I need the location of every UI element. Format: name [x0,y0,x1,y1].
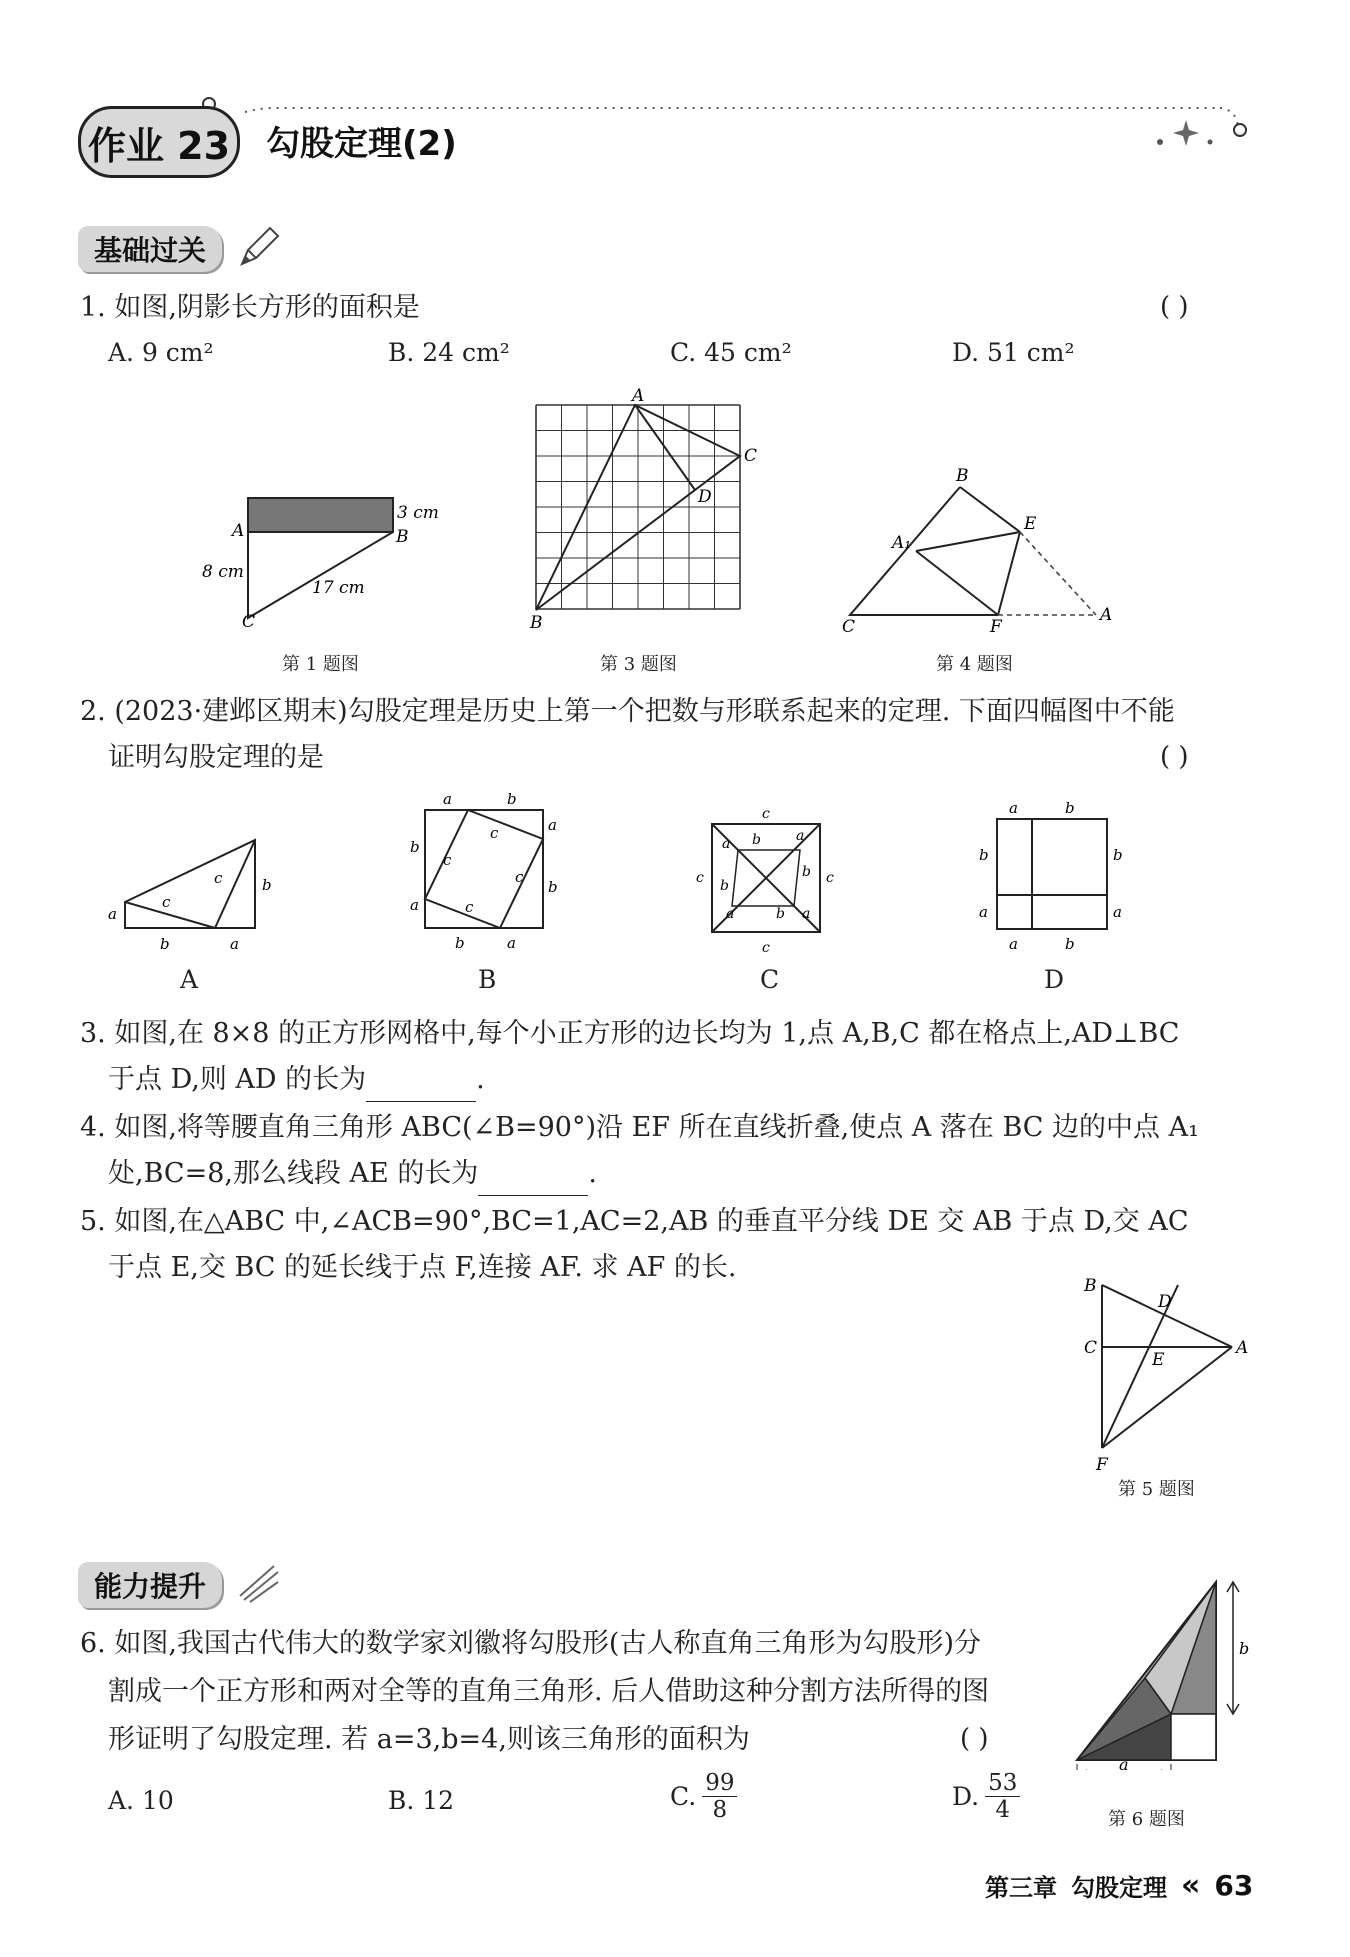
svg-text:b: b [548,878,558,896]
fig6-label-b: b [1239,1639,1250,1658]
q3-end: . [476,1064,485,1095]
fig1-caption: 第 1 题图 [282,654,359,675]
footer-topic: 勾股定理 [1071,1874,1167,1902]
q3-line2-wrap [108,1058,485,1102]
svg-text:c: c [162,893,171,911]
section-basic-label: 基础过关 [94,234,207,267]
q2-figure-a [100,825,280,955]
svg-text:a: a [726,906,735,922]
fig5-caption: 第 5 题图 [1118,1479,1195,1500]
fig3-label-c: C [744,446,758,466]
svg-text:c: c [762,806,770,822]
q5-line1: 5. 如图,在△ABC 中,∠ACB=90°,BC=1,AC=2,AB 的垂直平分线 DE 交 AB 于点 D,交 AC [80,1206,1189,1237]
figure-6 [1065,1570,1265,1770]
svg-text:c: c [762,940,770,956]
fig1-label-b: B [396,527,409,547]
q6-option-b[interactable]: B. 12 [388,1786,455,1815]
q2-option-d[interactable]: D [1044,965,1065,994]
svg-text:b: b [410,838,420,856]
svg-text:a: a [1009,799,1018,817]
svg-text:b: b [1065,799,1075,817]
q2-figure-d [975,795,1145,960]
q2-figure-c [690,800,870,960]
q6-line1: 6. 如图,我国古代伟大的数学家刘徽将勾股形(古人称直角三角形为勾股形)分 [80,1628,981,1659]
q6-option-a[interactable]: A. 10 [108,1786,174,1815]
fig4-label-e: E [1024,514,1037,534]
fig1-label-a: A [232,521,245,541]
fig4-caption: 第 4 题图 [936,654,1013,675]
q4-end: . [588,1158,597,1189]
pencil-icon [236,224,282,270]
q4-line2: 处,BC=8,那么线段 AE 的长为 [108,1158,479,1189]
fig5-label-e: E [1152,1350,1165,1370]
figure-5 [1070,1265,1260,1475]
section-basic [78,226,222,272]
q1-option-c[interactable]: C. 45 cm² [670,338,792,367]
fig1-label-17cm: 17 cm [312,578,365,598]
svg-text:a: a [1009,935,1018,953]
q2-answer-paren[interactable]: ( ) [1160,742,1189,772]
svg-text:c: c [515,868,524,886]
q6-option-d-fraction [985,1770,1020,1823]
fig6-label-a: a [1119,1755,1129,1770]
q2-option-c[interactable]: C [760,965,780,994]
svg-text:a: a [410,896,419,914]
fig4-label-c: C [842,617,856,637]
svg-text:b: b [507,790,517,808]
footer [985,1868,1253,1903]
q1-option-a[interactable]: A. 9 cm² [108,338,214,367]
svg-text:a: a [979,903,988,921]
q3-line1: 3. 如图,在 8×8 的正方形网格中,每个小正方形的边长均为 1,点 A,B,C 都在格点上,AD⊥BC [80,1018,1180,1049]
q2-figure-b [405,790,585,960]
q6-line3: 形证明了勾股定理. 若 a=3,b=4,则该三角形的面积为 [108,1724,750,1755]
sparkle-icon [236,1558,282,1604]
svg-text:b: b [776,906,785,922]
q1-option-b[interactable]: B. 24 cm² [388,338,510,367]
q5-line2: 于点 E,交 BC 的延长线于点 F,连接 AF. 求 AF 的长. [108,1252,737,1283]
fig4-label-b: B [956,466,969,486]
fig3-label-b: B [530,613,543,633]
svg-text:b: b [752,832,761,848]
q6-option-d[interactable] [952,1770,1020,1823]
svg-text:c: c [696,870,704,886]
q4-answer-blank[interactable] [478,1165,588,1196]
q6-option-d-numerator: 53 [985,1770,1020,1797]
q2-line2: 证明勾股定理的是 [108,742,324,773]
q6-option-c-denominator: 8 [712,1797,728,1823]
svg-text:a: a [802,906,811,922]
svg-text:c: c [214,869,223,887]
fig5-label-b: B [1084,1276,1097,1296]
fig1-label-8cm: 8 cm [202,562,244,582]
svg-text:a: a [1113,903,1122,921]
q2-line1: 2. (2023·建邺区期末)勾股定理是历史上第一个把数与形联系起来的定理. 下面四幅图中不能 [80,696,1175,727]
homework-badge: 作业 23 [78,106,240,178]
svg-text:b: b [160,935,170,953]
fig5-label-c: C [1084,1338,1098,1358]
q1-option-d[interactable]: D. 51 cm² [952,338,1075,367]
q1-text: 1. 如图,阴影长方形的面积是 [80,292,420,323]
fig4-label-f: F [990,617,1002,637]
q4-line2-wrap [108,1152,597,1196]
svg-text:c: c [490,824,499,842]
fig3-label-a: A [632,386,645,406]
footer-chapter: 第三章 [985,1874,1057,1902]
q6-option-c[interactable] [670,1770,737,1823]
fig5-label-f: F [1096,1455,1108,1475]
fig1-label-c: C [242,612,256,632]
fig3-label-d: D [698,487,712,507]
q1-answer-paren[interactable]: ( ) [1160,292,1189,322]
page-number: 63 [1214,1869,1254,1902]
svg-text:a: a [796,828,805,844]
fig5-label-d: D [1158,1292,1172,1312]
svg-text:b: b [1113,846,1123,864]
page-title: 勾股定理(2) [266,124,457,164]
svg-text:c: c [826,870,834,886]
svg-text:b: b [720,878,729,894]
q6-option-d-prefix: D. [952,1782,980,1811]
q3-line2: 于点 D,则 AD 的长为 [108,1064,367,1095]
fig1-label-3cm: 3 cm [397,503,439,523]
section-advanced-label: 能力提升 [94,1570,207,1603]
figure-4 [830,465,1130,640]
q6-line2: 割成一个正方形和两对全等的直角三角形. 后人借助这种分割方法所得的图 [108,1676,990,1707]
figure-3 [520,385,760,635]
q4-line1: 4. 如图,将等腰直角三角形 ABC(∠B=90°)沿 EF 所在直线折叠,使点 A 落在 BC 边的中点 A₁ [80,1112,1199,1143]
svg-text:a: a [548,816,557,834]
q6-option-c-fraction [702,1770,737,1823]
svg-text:a: a [230,935,239,953]
svg-text:b: b [979,846,989,864]
figure-1 [190,480,450,640]
svg-text:b: b [262,876,272,894]
svg-text:a: a [507,934,516,952]
fig4-label-a1: A₁ [892,533,912,553]
svg-text:a: a [722,836,731,852]
svg-text:a: a [443,790,452,808]
q2-option-a[interactable]: A [180,965,199,994]
svg-text:c: c [443,851,452,869]
svg-text:a: a [108,905,117,923]
q6-option-c-prefix: C. [670,1782,697,1811]
fig3-caption: 第 3 题图 [600,654,677,675]
fig5-label-a: A [1236,1338,1249,1358]
section-advanced [78,1562,222,1608]
q6-option-c-numerator: 99 [702,1770,737,1797]
q3-answer-blank[interactable] [366,1071,476,1102]
svg-text:b: b [802,864,811,880]
fig4-label-a: A [1100,605,1113,625]
svg-text:b: b [455,934,465,952]
fig6-caption: 第 6 题图 [1108,1809,1185,1830]
q2-option-b[interactable]: B [478,965,497,994]
q6-option-d-denominator: 4 [995,1797,1011,1823]
footer-arrows-icon: « [1181,1868,1201,1903]
svg-text:b: b [1065,935,1075,953]
svg-text:c: c [465,898,474,916]
q6-answer-paren[interactable]: ( ) [960,1724,989,1754]
